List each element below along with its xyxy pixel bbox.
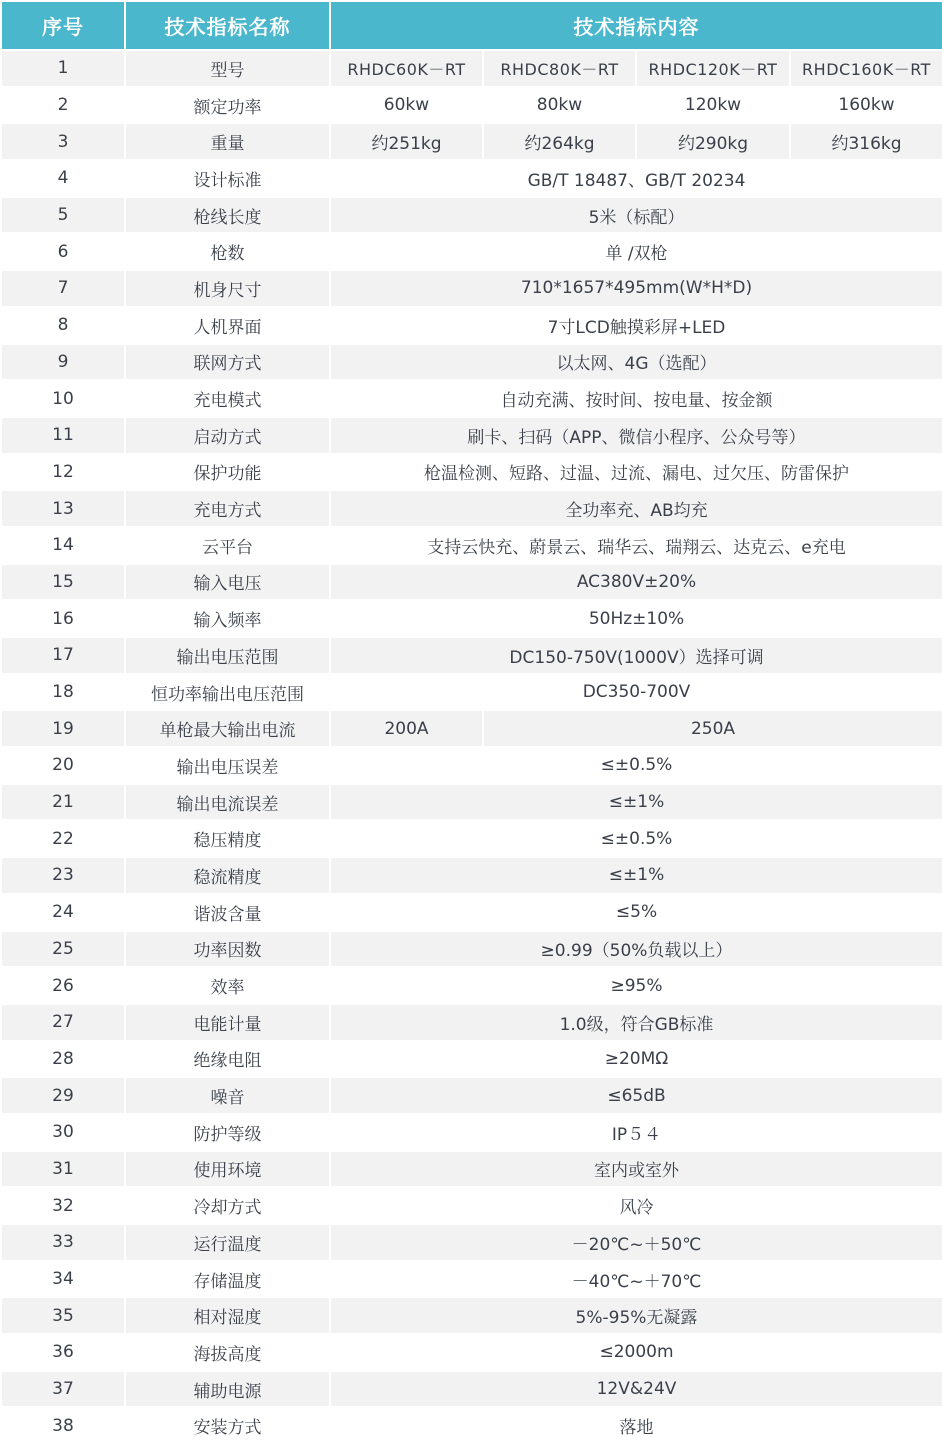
- row-indicator-value: －40℃~＋70℃: [330, 1261, 942, 1298]
- row-serial-number: 31: [1, 1151, 125, 1188]
- row-serial-number: 24: [1, 894, 125, 931]
- table-row: [1, 1077, 942, 1114]
- row-indicator-value: 支持云快充、蔚景云、瑞华云、瑞翔云、达克云、e充电: [330, 527, 942, 564]
- row-indicator-value: DC350-700V: [330, 674, 942, 711]
- row-indicator-name: 输出电压误差: [125, 747, 330, 784]
- table-row: [1, 564, 942, 601]
- row-indicator-name: 恒功率输出电压范围: [125, 674, 330, 711]
- table-row: [1, 857, 942, 894]
- row-indicator-name: 辅助电源: [125, 1371, 330, 1408]
- table-row: [1, 87, 942, 124]
- row-serial-number: 8: [1, 307, 125, 344]
- row-indicator-name: 型号: [125, 50, 330, 87]
- row-indicator-name: 稳压精度: [125, 820, 330, 857]
- table-row: [1, 380, 942, 417]
- row-indicator-value: ≤2000m: [330, 1334, 942, 1371]
- row-model-value: 约290kg: [636, 123, 790, 160]
- row-serial-number: 18: [1, 674, 125, 711]
- row-model-value: RHDC120K－RT: [636, 50, 790, 87]
- row-indicator-name: 单枪最大输出电流: [125, 710, 330, 747]
- row-indicator-value: ≤5%: [330, 894, 942, 931]
- table-row: [1, 1114, 942, 1151]
- table-row: [1, 527, 942, 564]
- table-row: [1, 160, 942, 197]
- row-indicator-name: 冷却方式: [125, 1187, 330, 1224]
- row-indicator-name: 启动方式: [125, 417, 330, 454]
- row-indicator-value: DC150-750V(1000V）选择可调: [330, 637, 942, 674]
- row-indicator-name: 运行温度: [125, 1224, 330, 1261]
- row-serial-number: 4: [1, 160, 125, 197]
- table-row: [1, 123, 942, 160]
- table-row: [1, 50, 942, 87]
- row-indicator-value: 12V&24V: [330, 1371, 942, 1408]
- row-value-others: 250A: [483, 710, 942, 747]
- row-indicator-name: 输出电压范围: [125, 637, 330, 674]
- row-indicator-value: ≤±1%: [330, 784, 942, 821]
- row-model-value: 120kw: [636, 87, 790, 124]
- table-row: [1, 1224, 942, 1261]
- table-row: [1, 417, 942, 454]
- row-serial-number: 34: [1, 1261, 125, 1298]
- row-serial-number: 36: [1, 1334, 125, 1371]
- table-header-row: [1, 1, 942, 50]
- table-row: [1, 637, 942, 674]
- row-indicator-value: －20℃~＋50℃: [330, 1224, 942, 1261]
- header-indicator-content: 技术指标内容: [330, 1, 942, 50]
- row-indicator-value: 室内或室外: [330, 1151, 942, 1188]
- row-indicator-name: 输入电压: [125, 564, 330, 601]
- row-indicator-value: 单 /双枪: [330, 233, 942, 270]
- table-row: [1, 967, 942, 1004]
- row-serial-number: 27: [1, 1004, 125, 1041]
- row-indicator-value: 7寸LCD触摸彩屏+LED: [330, 307, 942, 344]
- row-serial-number: 15: [1, 564, 125, 601]
- row-indicator-value: 5米（标配）: [330, 197, 942, 234]
- row-indicator-name: 额定功率: [125, 87, 330, 124]
- row-indicator-name: 设计标准: [125, 160, 330, 197]
- row-serial-number: 38: [1, 1407, 125, 1444]
- table-row: [1, 1041, 942, 1078]
- table-row: [1, 197, 942, 234]
- row-model-value: RHDC80K－RT: [483, 50, 636, 87]
- row-indicator-name: 噪音: [125, 1077, 330, 1114]
- row-model-value: 80kw: [483, 87, 636, 124]
- table-row: [1, 1187, 942, 1224]
- row-indicator-name: 相对湿度: [125, 1297, 330, 1334]
- row-serial-number: 19: [1, 710, 125, 747]
- row-indicator-value: 自动充满、按时间、按电量、按金额: [330, 380, 942, 417]
- row-indicator-value: 50Hz±10%: [330, 600, 942, 637]
- row-serial-number: 25: [1, 931, 125, 968]
- row-indicator-value: GB/T 18487、GB/T 20234: [330, 160, 942, 197]
- row-indicator-value: ≥20MΩ: [330, 1041, 942, 1078]
- table-row: [1, 344, 942, 381]
- row-model-value: RHDC160K－RT: [790, 50, 942, 87]
- row-indicator-name: 功率因数: [125, 931, 330, 968]
- row-indicator-value: 全功率充、AB均充: [330, 490, 942, 527]
- row-serial-number: 20: [1, 747, 125, 784]
- table-row: [1, 307, 942, 344]
- row-indicator-name: 安装方式: [125, 1407, 330, 1444]
- row-serial-number: 13: [1, 490, 125, 527]
- row-indicator-name: 电能计量: [125, 1004, 330, 1041]
- row-indicator-value: ≤65dB: [330, 1077, 942, 1114]
- table-row: [1, 1004, 942, 1041]
- row-serial-number: 33: [1, 1224, 125, 1261]
- row-serial-number: 22: [1, 820, 125, 857]
- table-row: [1, 784, 942, 821]
- row-indicator-name: 充电模式: [125, 380, 330, 417]
- row-indicator-value: 风冷: [330, 1187, 942, 1224]
- table-row: [1, 1371, 942, 1408]
- row-indicator-value: 1.0级，符合GB标准: [330, 1004, 942, 1041]
- table-row: [1, 1297, 942, 1334]
- row-indicator-value: ≤±0.5%: [330, 747, 942, 784]
- row-serial-number: 28: [1, 1041, 125, 1078]
- row-indicator-name: 使用环境: [125, 1151, 330, 1188]
- table-row: [1, 1151, 942, 1188]
- row-serial-number: 37: [1, 1371, 125, 1408]
- row-indicator-name: 绝缘电阻: [125, 1041, 330, 1078]
- table-row: [1, 600, 942, 637]
- row-serial-number: 21: [1, 784, 125, 821]
- row-indicator-name: 重量: [125, 123, 330, 160]
- table-row: [1, 1407, 942, 1444]
- row-indicator-name: 输入频率: [125, 600, 330, 637]
- row-indicator-value: 刷卡、扫码（APP、微信小程序、公众号等）: [330, 417, 942, 454]
- row-model-value: 约251kg: [330, 123, 483, 160]
- row-indicator-name: 枪数: [125, 233, 330, 270]
- row-indicator-value: ≤±1%: [330, 857, 942, 894]
- row-indicator-name: 枪线长度: [125, 197, 330, 234]
- row-serial-number: 23: [1, 857, 125, 894]
- row-serial-number: 10: [1, 380, 125, 417]
- row-indicator-value: ≥0.99（50%负载以上）: [330, 931, 942, 968]
- row-serial-number: 7: [1, 270, 125, 307]
- table-body: [1, 50, 942, 1444]
- row-serial-number: 11: [1, 417, 125, 454]
- row-model-value: 约264kg: [483, 123, 636, 160]
- table-row: [1, 894, 942, 931]
- table-row: [1, 490, 942, 527]
- table-row: [1, 820, 942, 857]
- row-serial-number: 12: [1, 454, 125, 491]
- table-row: [1, 270, 942, 307]
- table-row: [1, 1334, 942, 1371]
- row-indicator-name: 存储温度: [125, 1261, 330, 1298]
- table-row: [1, 233, 942, 270]
- row-indicator-value: 枪温检测、短路、过温、过流、漏电、过欠压、防雷保护: [330, 454, 942, 491]
- row-serial-number: 35: [1, 1297, 125, 1334]
- row-model-value: 160kw: [790, 87, 942, 124]
- row-indicator-value: 5%-95%无凝露: [330, 1297, 942, 1334]
- row-indicator-name: 效率: [125, 967, 330, 1004]
- header-serial-number: 序号: [1, 1, 125, 50]
- row-indicator-value: ≥95%: [330, 967, 942, 1004]
- row-serial-number: 3: [1, 123, 125, 160]
- row-indicator-value: IP５４: [330, 1114, 942, 1151]
- row-value-60k: 200A: [330, 710, 483, 747]
- row-serial-number: 9: [1, 344, 125, 381]
- row-indicator-value: 落地: [330, 1407, 942, 1444]
- row-indicator-value: 710*1657*495mm(W*H*D): [330, 270, 942, 307]
- row-indicator-name: 保护功能: [125, 454, 330, 491]
- row-indicator-name: 充电方式: [125, 490, 330, 527]
- row-indicator-name: 机身尺寸: [125, 270, 330, 307]
- row-serial-number: 30: [1, 1114, 125, 1151]
- row-indicator-name: 输出电流误差: [125, 784, 330, 821]
- row-indicator-value: AC380V±20%: [330, 564, 942, 601]
- row-model-value: 约316kg: [790, 123, 942, 160]
- row-model-value: 60kw: [330, 87, 483, 124]
- table-row: [1, 1261, 942, 1298]
- row-indicator-value: 以太网、4G（选配）: [330, 344, 942, 381]
- row-serial-number: 1: [1, 50, 125, 87]
- row-indicator-name: 防护等级: [125, 1114, 330, 1151]
- row-serial-number: 2: [1, 87, 125, 124]
- table-row: [1, 747, 942, 784]
- row-serial-number: 17: [1, 637, 125, 674]
- row-serial-number: 29: [1, 1077, 125, 1114]
- row-serial-number: 32: [1, 1187, 125, 1224]
- header-indicator-name: 技术指标名称: [125, 1, 330, 50]
- row-indicator-name: 人机界面: [125, 307, 330, 344]
- table-row: [1, 710, 942, 747]
- row-serial-number: 26: [1, 967, 125, 1004]
- row-serial-number: 5: [1, 197, 125, 234]
- row-indicator-name: 海拔高度: [125, 1334, 330, 1371]
- table-row: [1, 931, 942, 968]
- row-indicator-name: 谐波含量: [125, 894, 330, 931]
- row-indicator-name: 稳流精度: [125, 857, 330, 894]
- row-indicator-value: ≤±0.5%: [330, 820, 942, 857]
- row-serial-number: 16: [1, 600, 125, 637]
- table-row: [1, 454, 942, 491]
- row-indicator-name: 联网方式: [125, 344, 330, 381]
- row-serial-number: 14: [1, 527, 125, 564]
- row-model-value: RHDC60K－RT: [330, 50, 483, 87]
- table-row: [1, 674, 942, 711]
- row-serial-number: 6: [1, 233, 125, 270]
- row-indicator-name: 云平台: [125, 527, 330, 564]
